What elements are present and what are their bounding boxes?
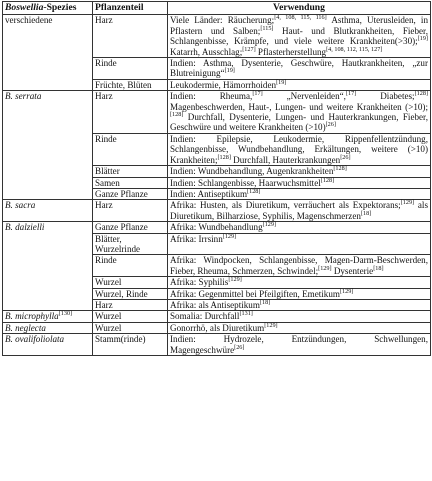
species-name: B. dalzielli	[5, 222, 45, 233]
header-species-suffix: -Spezies	[43, 2, 77, 13]
use-text: Indien: Hydrozele, Entzündungen, Schwellungen, Magengeschwüre	[170, 334, 428, 355]
reference-citation: [128]	[247, 187, 261, 195]
use-text: Pflasterherstellung	[255, 46, 327, 57]
table-row	[3, 15, 431, 58]
use-cell	[168, 277, 431, 288]
use-text: als Diuretikum, Bilharziose, Syphilis, Magenschmerzen	[170, 200, 428, 221]
use-cell	[168, 188, 431, 199]
use-text: Indien: Epilepsie, Leukodermie, Rippenfellentzündung, Schlangenbisse, Wundbehandlung, Erkältungen, weitere (>10) Krankheiten;	[170, 133, 428, 165]
use-text: Indien: Antiseptikum	[170, 188, 248, 199]
reference-citation: [18]	[360, 209, 372, 217]
reference-citation: [26]	[234, 343, 245, 351]
reference-citation: [128]	[333, 165, 347, 173]
part-cell: Blätter	[93, 166, 168, 177]
use-text: Viele Länder: Räucherung;	[170, 15, 275, 26]
use-text: Afrika: als Antiseptikum	[170, 299, 260, 310]
use-text: Afrika: Gegenmittel bei Pfeilgiften, Emetikum	[170, 288, 340, 299]
use-cell	[168, 133, 431, 165]
species-name: verschiedene	[5, 15, 53, 26]
table-body	[3, 15, 431, 356]
reference-citation: [129]	[262, 221, 277, 229]
part-cell: Wurzel, Rinde	[93, 288, 168, 299]
use-text: Dysenterie	[331, 265, 374, 276]
species-name: B. microphylla	[5, 311, 59, 322]
table-row	[3, 200, 431, 222]
header-use: Verwendung	[168, 2, 431, 15]
use-text: Magenbeschwerden, Haut-, Lungen- und weitere Krankheiten (>10);	[170, 101, 428, 112]
use-text: Somalia: Durchfall	[170, 311, 240, 322]
use-text: Afrika: Husten, als Diuretikum, verräuchert als Expektorans;	[170, 200, 401, 211]
species-cell	[3, 311, 93, 322]
part-cell: Rinde	[93, 133, 168, 165]
part-cell: Wurzel	[93, 277, 168, 288]
use-text: Gonorrhö, als Diuretikum	[170, 322, 265, 333]
reference-citation: [19]	[276, 78, 287, 86]
use-cell	[168, 334, 431, 356]
part-cell: Rinde	[93, 255, 168, 277]
use-cell	[168, 58, 431, 80]
table-row	[3, 322, 431, 333]
reference-citation: [18]	[259, 298, 271, 306]
use-cell	[168, 79, 431, 90]
use-cell	[168, 288, 431, 299]
table-row	[3, 334, 431, 356]
part-cell: Stamm(rinde)	[93, 334, 168, 356]
species-name: B. neglecta	[5, 322, 46, 333]
table-header-row	[3, 2, 431, 15]
part-cell: Früchte, Blüten	[93, 79, 168, 90]
reference-citation: [26]	[340, 153, 351, 161]
reference-citation: [129]	[222, 232, 237, 240]
use-text: Indien: Wundbehandlung, Augenkrankheiten	[170, 166, 334, 177]
species-ref: [130]	[58, 310, 73, 318]
header-species	[3, 2, 93, 15]
reference-citation: [128]	[217, 153, 231, 161]
species-cell	[3, 334, 93, 356]
reference-citation: [127]	[242, 45, 256, 53]
part-cell: Ganze Pflanze	[93, 188, 168, 199]
table-row	[3, 91, 431, 134]
reference-citation: [129]	[318, 264, 332, 272]
reference-citation: [128]	[414, 90, 428, 98]
reference-citation: [4, 108, 115, 116]	[274, 14, 327, 22]
reference-citation: [131]	[239, 310, 253, 318]
use-cell	[168, 15, 431, 58]
use-text: Haut- und Blutkrankheiten, Fieber, Schlangenbisse, Krämpfe, und viele weitere Krankheiten(>30);	[170, 25, 428, 47]
use-text: Leukodermie, Hämorrhoiden	[170, 79, 277, 90]
species-cell	[3, 91, 93, 200]
reference-citation: [17]	[345, 90, 357, 98]
reference-citation: [129]	[228, 276, 242, 284]
use-cell	[168, 255, 431, 277]
species-cell	[3, 222, 93, 311]
use-cell	[168, 322, 431, 333]
reference-citation: [19]	[417, 35, 428, 43]
table-row	[3, 311, 431, 322]
part-cell: Harz	[93, 299, 168, 310]
part-cell: Harz	[93, 200, 168, 222]
species-cell	[3, 200, 93, 222]
use-text: Indien: Rheuma,	[170, 91, 253, 102]
use-cell	[168, 233, 431, 255]
reference-citation: [115]	[260, 24, 274, 32]
use-text: Afrika: Windpocken, Schlangenbisse, Magen-Darm-Beschwerden, Fieber, Rheuma, Schmerzen, Schwindel;	[170, 255, 428, 276]
use-cell	[168, 311, 431, 322]
part-cell: Wurzel	[93, 322, 168, 333]
part-cell: Harz	[93, 15, 168, 58]
use-cell	[168, 222, 431, 233]
reference-citation: [129]	[264, 321, 278, 329]
use-text: Durchfall, Dysenterie, Lungen- und Hauterkrankungen, Fieber, Geschwüre und weitere Krankheiten (>10)	[170, 112, 428, 133]
use-text: Afrika: Wundbehandlung	[170, 222, 263, 233]
part-cell: Harz	[93, 91, 168, 134]
part-cell: Rinde	[93, 58, 168, 80]
table-row	[3, 222, 431, 233]
part-cell: Ganze Pflanze	[93, 222, 168, 233]
reference-citation: [129]	[339, 287, 354, 295]
header-part: Pflanzenteil	[93, 2, 168, 15]
use-text: Katarrh, Ausschlag;	[170, 46, 243, 57]
species-name: B. serrata	[5, 91, 42, 102]
use-text: Indien: Schlangenbisse, Haarwuchsmittel	[170, 177, 321, 188]
reference-citation: [19]	[224, 67, 235, 75]
reference-citation: [18]	[373, 264, 384, 272]
species-cell	[3, 322, 93, 333]
part-cell: Wurzel	[93, 311, 168, 322]
boswellia-uses-table	[2, 1, 431, 356]
part-cell: Samen	[93, 177, 168, 188]
species-cell	[3, 15, 93, 91]
use-text: Afrika: Syphilis	[170, 277, 229, 288]
reference-citation: [17]	[252, 90, 263, 98]
part-cell: Blätter, Wurzelrinde	[93, 233, 168, 255]
reference-citation: [128]	[170, 111, 184, 119]
header-species-genus: Boswellia	[5, 2, 44, 13]
use-cell	[168, 166, 431, 177]
reference-citation: [129]	[400, 199, 415, 207]
use-text: „Nervenleiden“,	[262, 91, 346, 102]
use-cell	[168, 299, 431, 310]
reference-citation: [4, 108, 112, 115, 127]	[326, 45, 383, 53]
species-name: B. ovalifoliolata	[5, 334, 65, 345]
use-cell	[168, 200, 431, 222]
species-name: B. sacra	[5, 200, 36, 211]
use-text: Diabetes;	[356, 91, 415, 102]
use-text: Asthma, Uterusleiden, in Pflastern und Salben;	[170, 15, 428, 36]
reference-citation: [128]	[320, 176, 335, 184]
use-text: Durchfall, Hauterkrankungen	[230, 154, 341, 165]
use-text: Afrika: Irrsinn	[170, 233, 223, 244]
use-text: Indien: Asthma, Dysenterie, Geschwüre, Hautkrankheiten, „zur Blutreinigung“	[170, 58, 428, 79]
reference-citation: [26]	[325, 121, 336, 129]
use-cell	[168, 91, 431, 134]
use-cell	[168, 177, 431, 188]
